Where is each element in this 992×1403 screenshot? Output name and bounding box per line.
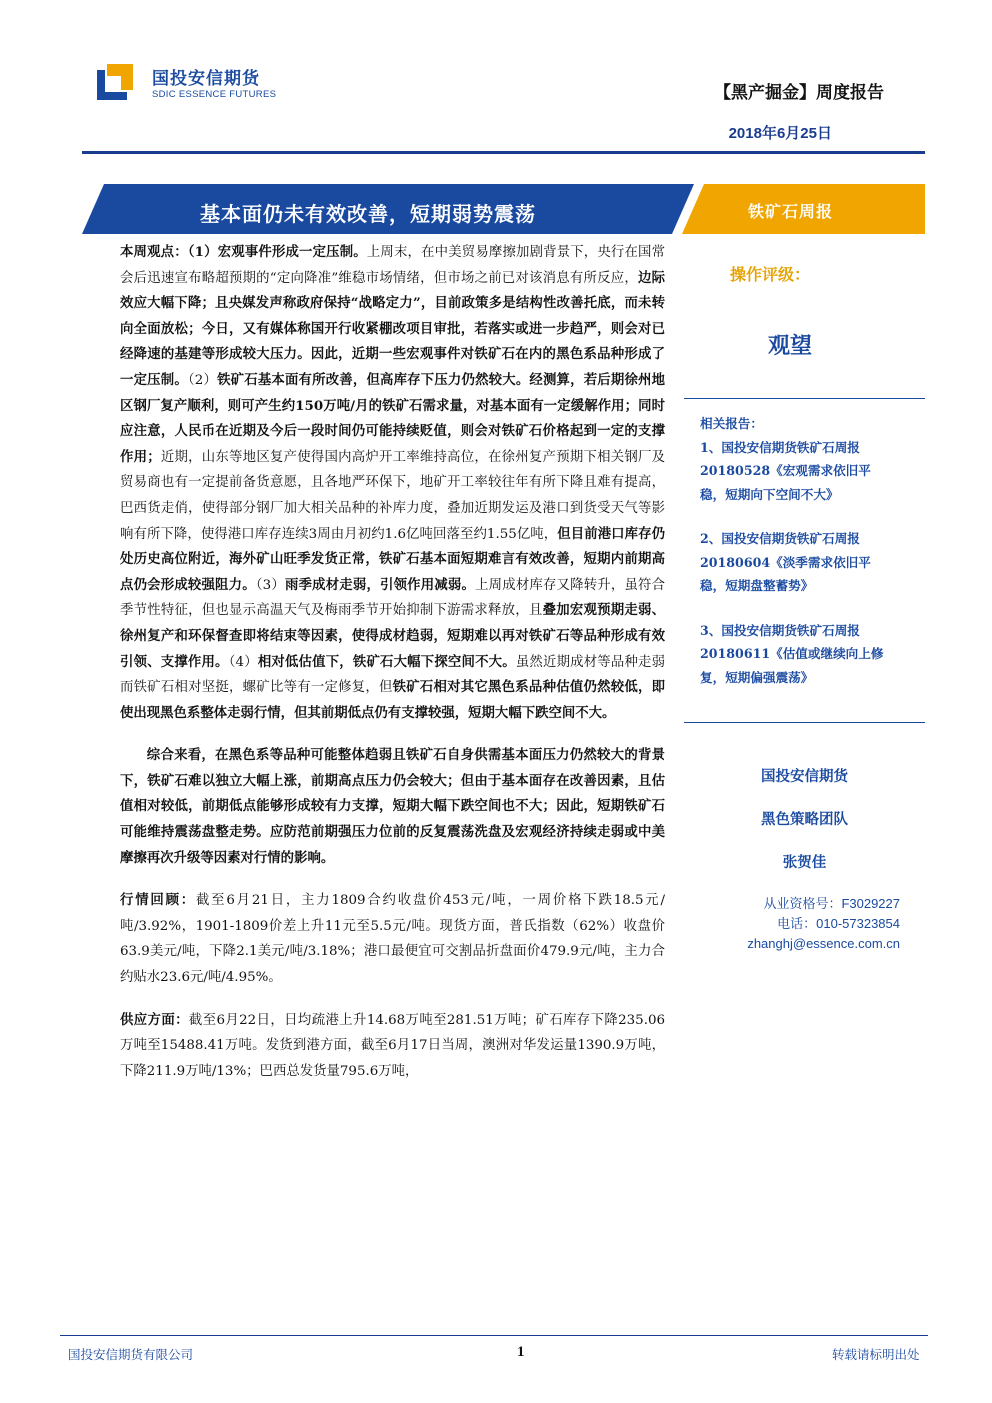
weekly-view-paragraph (120, 240, 665, 726)
company-name-cn: 国投安信期货 (152, 69, 260, 89)
page-number: 1 (517, 1344, 525, 1360)
phone-number: 电话：010-57323854 (777, 916, 900, 931)
summary-paragraph (120, 743, 665, 871)
market-review-label: 行情回顾： (120, 892, 196, 909)
related-reports (700, 412, 915, 689)
sidebar-divider-bottom (684, 722, 925, 723)
footer-company: 国投安信期货有限公司 (68, 1347, 194, 1362)
email-link[interactable]: zhanghj@essence.com.cn (747, 936, 900, 951)
weekly-view-segment: 虽然近期成材等品种走弱而铁矿石相对坚挺，螺矿比等有一定修复，但 (120, 654, 666, 696)
weekly-view-segment: （3） (255, 577, 285, 593)
license-number: 从业资格号：F3029227 (763, 896, 900, 911)
weekly-view-segment: 上周成材库存又降转升，虽符合季节性特征，但也显示高温天气及梅雨季节开始抑制下游需求释放，且 (120, 577, 665, 619)
analyst-team (684, 765, 925, 872)
supply-label: 供应方面： (120, 1011, 189, 1028)
header-divider (82, 151, 925, 154)
team-company: 国投安信期货 (761, 769, 848, 785)
analyst-name: 张贺佳 (782, 855, 827, 871)
weekly-view-segment: （1）宏观事件形成一定压制。 (187, 244, 367, 260)
summary-text: 综合来看，在黑色系等品种可能整体趋弱且铁矿石自身供需基本面压力仍然较大的背景下，铁矿石难以独立大幅上涨，前期高点压力仍会较大；但由于基本面存在改善因素，且估值相对较低，前期低点能够形成较有力支撑，短期大幅下跌空间也不大；因此，短期铁矿石可能维持震荡盘整走势。应防范前期强压力位前的反复震荡洗盘及宏观经济持续走弱或中美摩擦再次升级等因素对行情的影响。 (120, 747, 665, 866)
weekly-view-segment: 相对低估值下，铁矿石大幅下探空间不大。 (257, 653, 516, 670)
related-report-item[interactable]: 2、国投安信期货铁矿石周报 20180604《淡季需求依旧平 稳，短期盘整蓄势》 (700, 531, 871, 593)
rating-label: 操作评级： (730, 265, 811, 284)
report-date: 2018年6月25日 (728, 125, 832, 142)
supply-paragraph (120, 1008, 665, 1085)
report-category: 铁矿石周报 (748, 202, 834, 221)
sidebar-divider-top (684, 398, 925, 399)
weekly-view-segment: （2） (187, 372, 218, 388)
weekly-view-segment: （4） (228, 654, 258, 670)
rating-value: 观望 (768, 334, 813, 359)
company-name-en: SDIC ESSENCE FUTURES (152, 89, 277, 100)
weekly-view-segment: 但目前港口库存仍处历史高位附近，海外矿山旺季发货正常，铁矿石基本面短期难言有效改善，短期内前期高点仍会形成较强阻力。 (120, 525, 665, 593)
weekly-view-segment: 近期，山东等地区复产使得国内高炉开工率维持高位，在徐州复产预期下相关钢厂及贸易商也有一定提前备货意愿，且各地严环保下，地矿开工率较往年有所下降且难有提高，巴西货走俏，使得部分钢厂加大相关品种的补库力度，叠加近期发运及港口到货受天气等影响有所下降，使得港口库存连续3周由月初约1.6亿吨回落至约1.55亿吨， (120, 449, 666, 542)
main-content (120, 240, 665, 1084)
footer-notice: 转载请标明出处 (832, 1347, 920, 1362)
report-type-tag: 【黑产掘金】周度报告 (714, 83, 884, 103)
company-logo-icon (97, 62, 137, 102)
weekly-view-segment: 上周末，在中美贸易摩擦加剧背景下，央行在国常会后迅速宣布略超预期的“定向降准”维稳市场情绪，但市场之前已对该消息有所反应， (120, 245, 665, 286)
weekly-view-segment: 边际效应大幅下降；且央媒发声称政府保持“战略定力”，目前政策多是结构性改善托底，而未转向全面放松；今日，又有媒体称国开行收紧棚改项目审批，若落实或进一步趋严，则会对已经降速的基建等形成较大压力。因此，近期一些宏观事件对铁矿石在内的黑色系品种形成了一定压制。 (120, 269, 665, 388)
weekly-view-segment: 叠加宏观预期走弱、徐州复产和环保督查即将结束等因素，使得成材趋弱，短期难以再对铁矿石等品种形成有效引领、支撑作用。 (120, 602, 666, 670)
related-report-item[interactable]: 3、国投安信期货铁矿石周报 20180611《估值或继续向上修 复，短期偏强震荡》 (700, 622, 884, 685)
weekly-view-segment: 铁矿石相对其它黑色系品种估值仍然较低，即使出现黑色系整体走弱行情，但其前期低点仍有支撑较强，短期大幅下跌空间不大。 (120, 679, 666, 721)
weekly-view-label: 本周观点： (120, 244, 188, 260)
team-group: 黑色策略团队 (761, 812, 848, 828)
weekly-view-segment: 雨季成材走弱，引领作用减弱。 (284, 576, 476, 593)
supply-text: 截至6月22日，日均疏港上升14.68万吨至281.51万吨；矿石库存下降235.06万吨至15488.41万吨。发货到港方面，截至6月17日当周，澳洲对华发运量1390.9万吨，下降211.9万吨/13%；巴西总发货量795.6万吨， (120, 1012, 665, 1079)
market-review-paragraph (120, 888, 665, 990)
report-title: 基本面仍未有效改善，短期弱势震荡 (200, 202, 536, 226)
related-reports-title: 相关报告： (700, 416, 763, 431)
market-review-text: 截至6月21日，主力1809合约收盘价453元/吨，一周价格下跌18.5元/吨/3.92%，1901-1809价差上升11元至5.5元/吨。现货方面，普氏指数（62%）收盘价63.9美元/吨，下降2.1美元/吨/3.18%；港口最便宜可交割品折盘面价479.9元/吨，主力合约贴水23.6元/吨/4.95%。 (120, 893, 665, 986)
related-report-item[interactable]: 1、国投安信期货铁矿石周报 20180528《宏观需求依旧平 稳，短期向下空间不大》 (700, 439, 871, 502)
footer-divider (60, 1335, 928, 1336)
analyst-contact (684, 894, 900, 954)
weekly-view-body (120, 245, 665, 721)
weekly-view-segment: 铁矿石基本面有所改善，但高库存下压力仍然较大。经测算，若后期徐州地区钢厂复产顺利，则可产生约150万吨/月的铁矿石需求量，对基本面有一定缓解作用；同时应注意，人民币在近期及今后一段时间仍可能持续贬值，则会对铁矿石价格起到一定的支撑作用； (120, 371, 666, 465)
